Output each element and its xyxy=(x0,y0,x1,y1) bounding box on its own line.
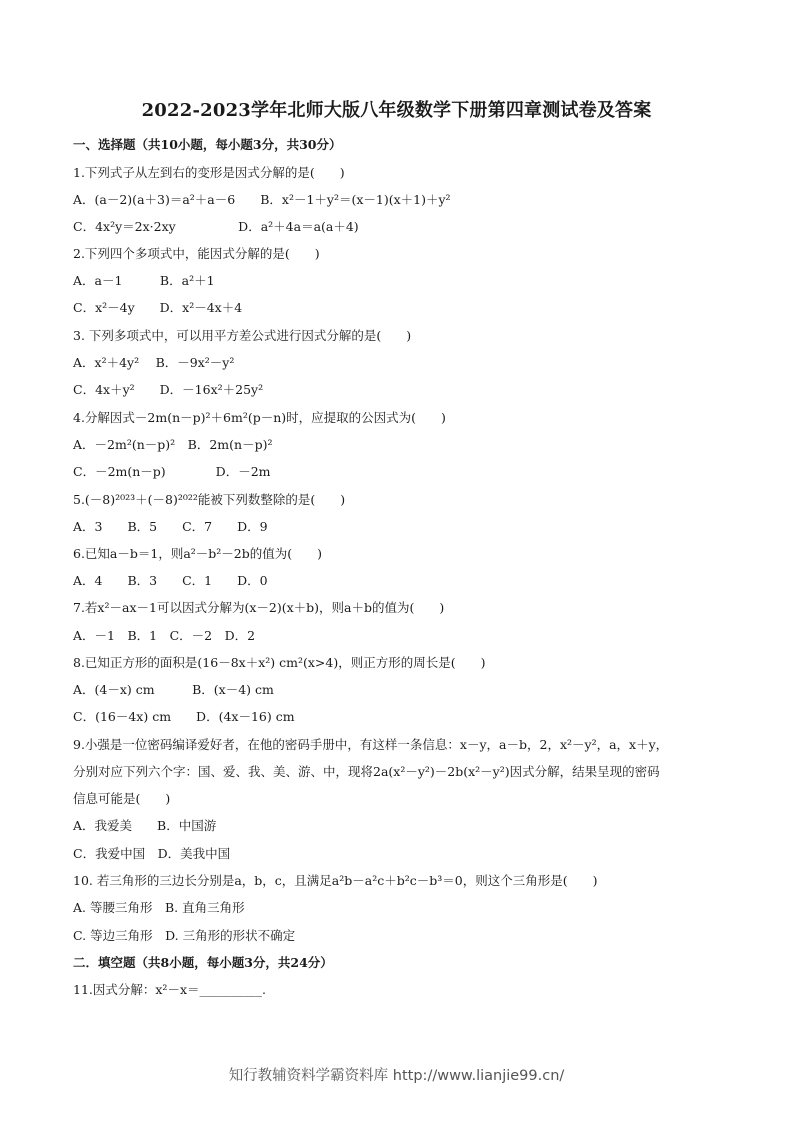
question-line: 2.下列四个多项式中，能因式分解的是( ) xyxy=(73,246,320,261)
question-line: C．我爱中国 D．美我中国 xyxy=(73,846,231,861)
document-title: 2022-2023学年北师大版八年级数学下册第四章测试卷及答案 xyxy=(141,100,652,121)
question-line: 5.(－8)²⁰²³＋(－8)²⁰²²能被下列数整除的是( ) xyxy=(73,492,346,507)
question-line: 信息可能是( ) xyxy=(73,791,171,806)
question-line: 1.下列式子从左到右的变形是因式分解的是( ) xyxy=(73,165,345,180)
question-line: C．4x＋y² D．－16x²＋25y² xyxy=(73,382,264,397)
question-line: A．x²＋4y² B．－9x²－y² xyxy=(73,355,235,370)
question-line: A．a－1 B．a²＋1 xyxy=(73,273,215,288)
question-line: 分别对应下列六个字：国、爱、我、美、游、中，现将2a(x²－y²)－2b(x²－y²)因式分解，结果呈现的密码 xyxy=(73,764,660,779)
question-line: C．x²－4y D．x²－4x＋4 xyxy=(73,300,243,315)
question-line: C．(16－4x) cm D．(4x－16) cm xyxy=(73,709,295,724)
question-line: A. 等腰三角形 B. 直角三角形 xyxy=(73,900,245,915)
section-heading: 一、选择题（共10小题，每小题3分，共30分） xyxy=(73,137,342,152)
question-line: 3. 下列多项式中，可以用平方差公式进行因式分解的是( ) xyxy=(73,328,412,343)
question-line: 9.小强是一位密码编译爱好者，在他的密码手册中，有这样一条信息：x－y，a－b，2，x²－y²，a，x＋y， xyxy=(73,737,669,752)
question-line: A．(4－x) cm B．(x－4) cm xyxy=(73,682,274,697)
question-line: 7.若x²－ax－1可以因式分解为(x－2)(x＋b)，则a＋b的值为( ) xyxy=(73,600,445,615)
question-line: A．3 B．5 C．7 D．9 xyxy=(73,519,268,534)
question-line: C. 等边三角形 D. 三角形的形状不确定 xyxy=(73,928,296,943)
question-line: 4.分解因式－2m(n－p)²＋6m²(p－n)时，应提取的公因式为( ) xyxy=(73,410,446,425)
question-line: A．－1 B．1 C．－2 D．2 xyxy=(73,628,256,643)
question-line: A．－2m²(n－p)² B．2m(n－p)² xyxy=(73,437,273,452)
question-line: 10. 若三角形的三边长分别是a，b，c，且满足a²b－a²c＋b²c－b³＝0，则这个三角形是( ) xyxy=(73,873,598,888)
question-line: A．4 B．3 C．1 D．0 xyxy=(73,573,268,588)
question-line: C．4x²y＝2x·2xy D．a²＋4a＝a(a＋4) xyxy=(73,219,359,234)
question-line: 8.已知正方形的面积是(16－8x＋x²) cm²(x>4)，则正方形的周长是( ) xyxy=(73,655,486,670)
question-line: A．(a－2)(a＋3)＝a²＋a－6 B．x²－1＋y²＝(x－1)(x＋1)＋y² xyxy=(73,192,451,207)
question-line: 11.因式分解：x²－x＝__________. xyxy=(73,982,266,997)
question-line: 6.已知a－b＝1，则a²－b²－2b的值为( ) xyxy=(73,546,323,561)
section-heading: 二．填空题（共8小题，每小题3分，共24分） xyxy=(73,955,333,970)
question-line: C．－2m(n－p) D．－2m xyxy=(73,464,271,479)
question-line: A．我爱美 B．中国游 xyxy=(73,818,217,833)
footer-watermark: 知行教辅资料学霸资料库 http://www.lianjie99.cn/ xyxy=(228,1068,565,1084)
